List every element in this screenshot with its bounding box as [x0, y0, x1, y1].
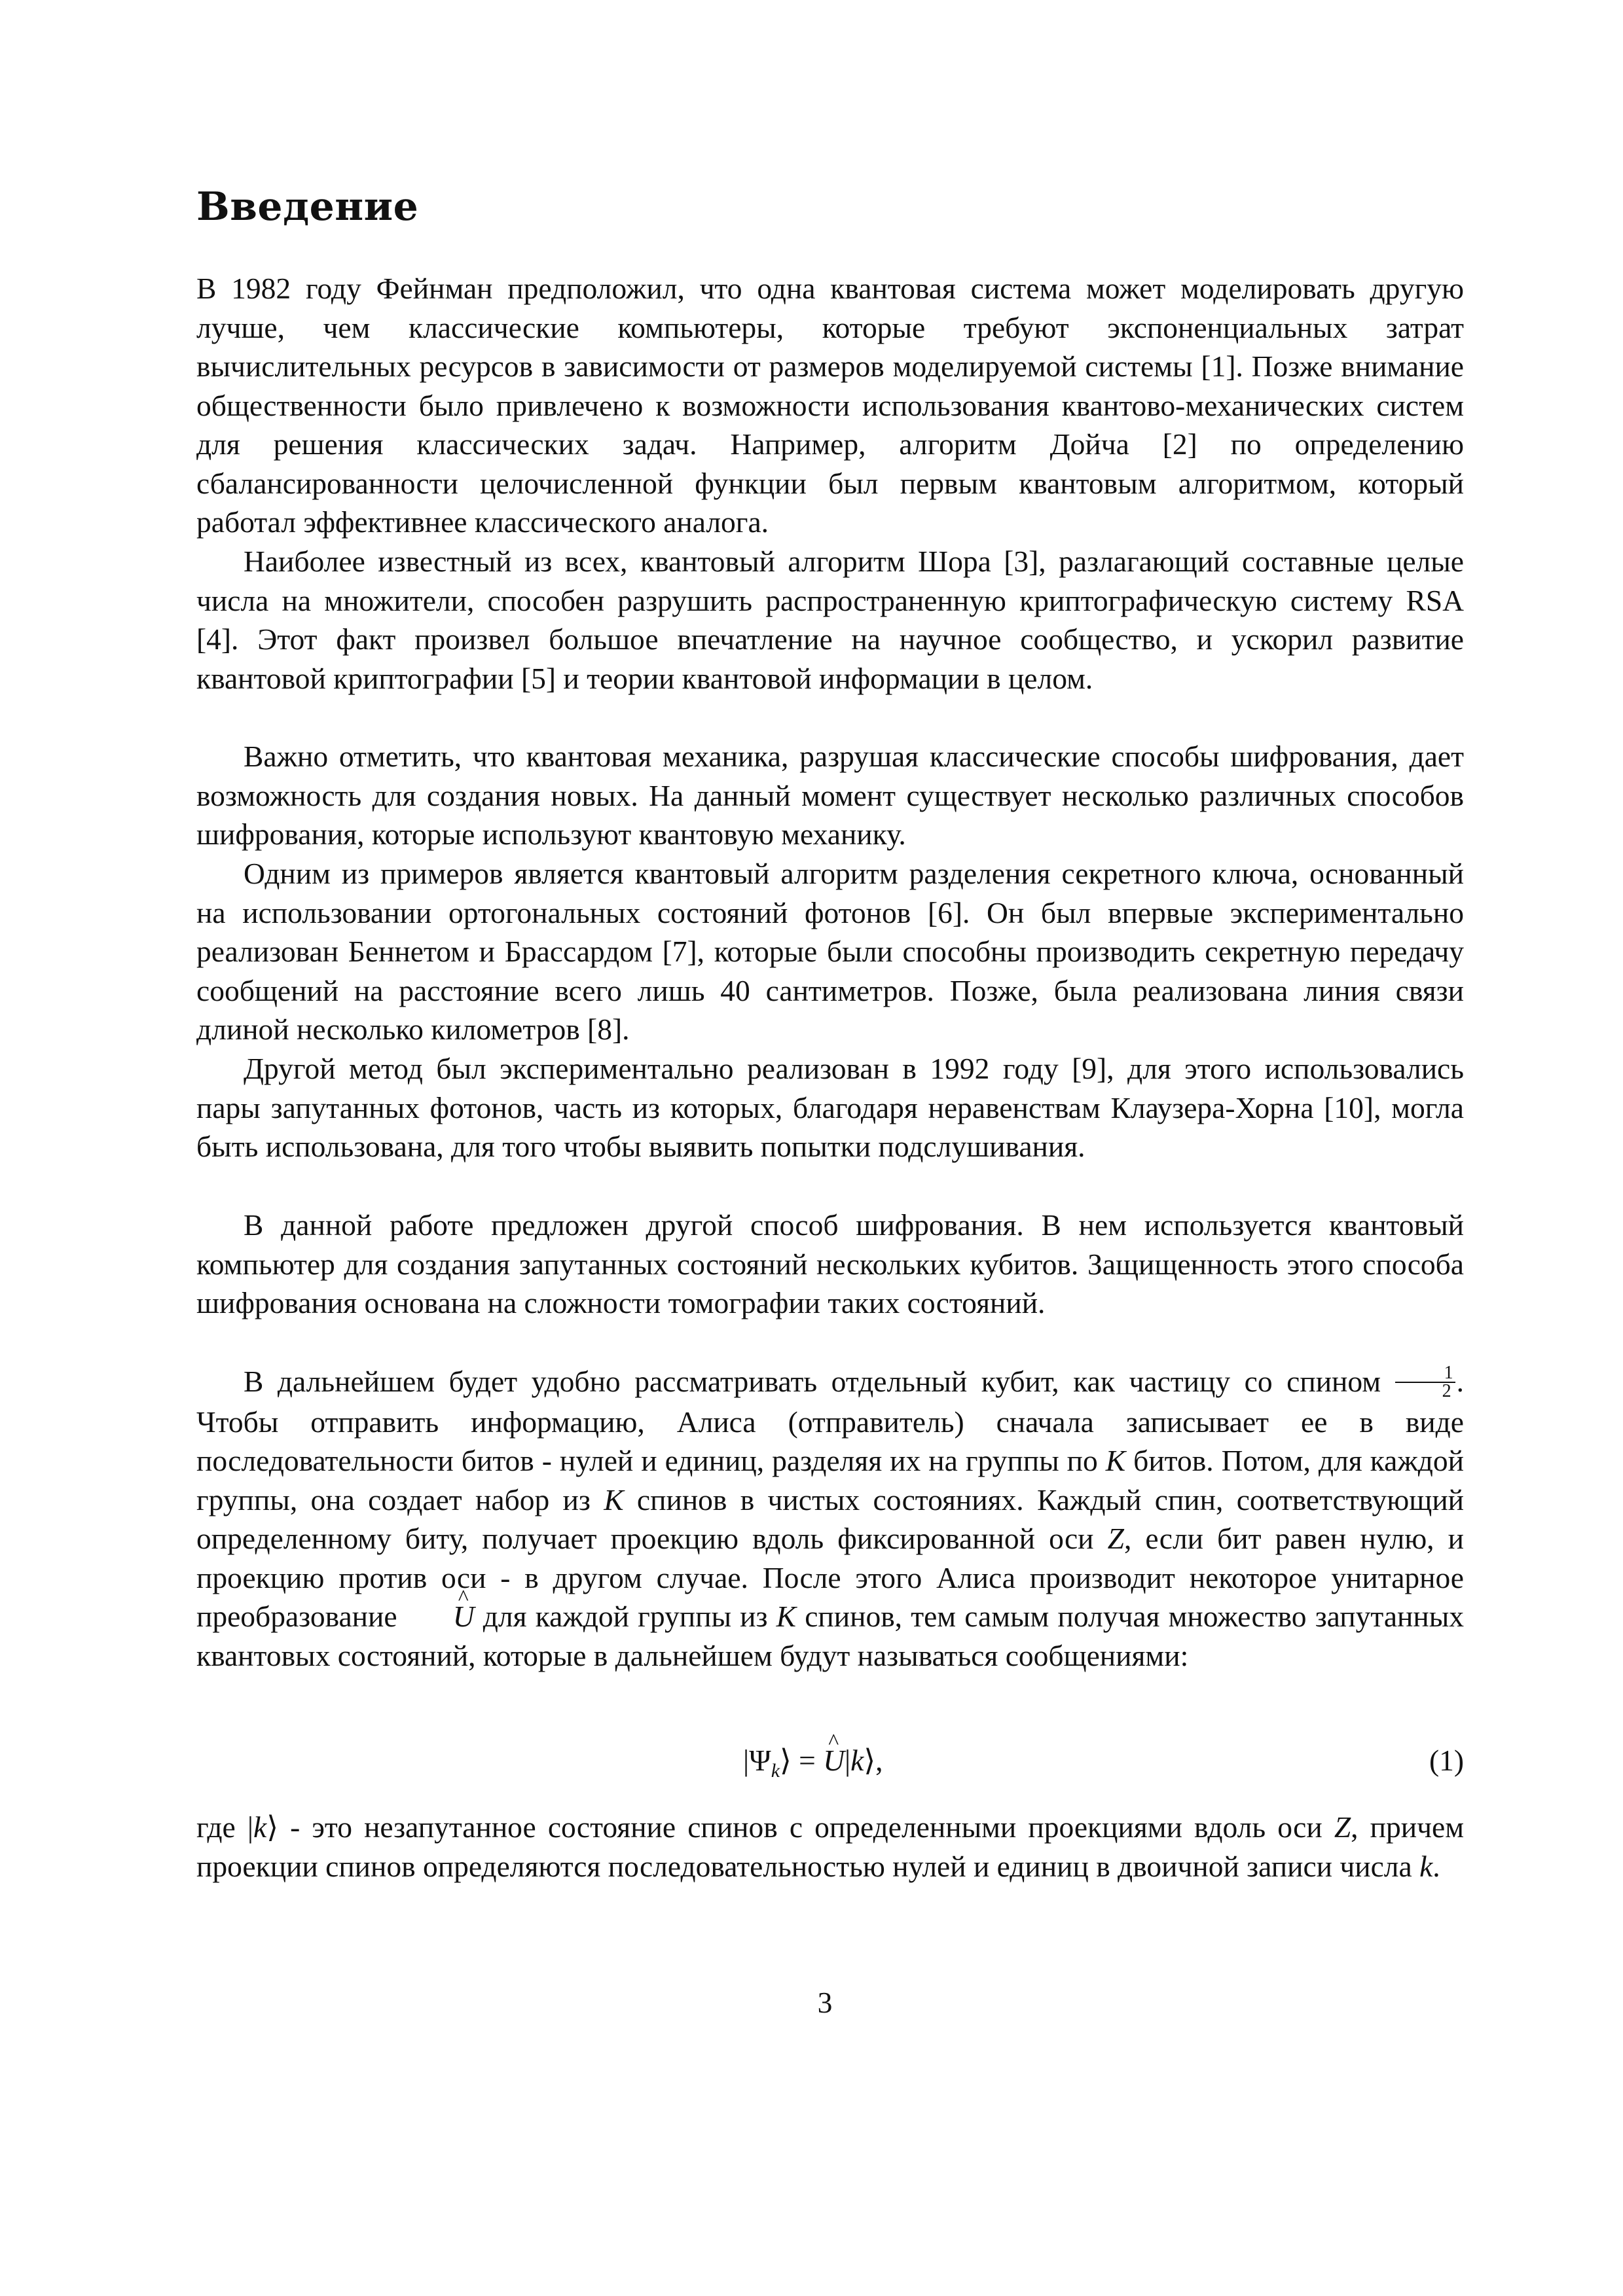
math-operator-u-hat: ^ U: [406, 1597, 475, 1636]
text-segment: , причем проекции спинов определяются последовательностью нулей и единиц в двоичной записи числа: [196, 1810, 1464, 1883]
eq-lhs-close: ⟩ =: [780, 1744, 824, 1777]
paragraph-bennett-brassard: Одним из примеров является квантовый алгоритм разделения секретного ключа, основанный на использовании ортогональных состояний фотонов [6]. Он был впервые экспериментально реализован Беннетом и Брассардом [7], которые были способны производить секретную передачу сообщений на расстояние всего лишь 40 сантиметров. Позже, была реализована линия связи длиной несколько километров [8].: [196, 857, 1464, 1046]
eq-rhs-close: ⟩,: [864, 1744, 883, 1777]
equation-number: (1): [1429, 1744, 1464, 1777]
text-segment: спинов в чистых состояниях. Каждый спин, соответствующий определенному биту, получает проекцию вдоль фиксированной оси: [196, 1482, 1465, 1556]
text-segment: для каждой группы из: [483, 1600, 768, 1634]
text-segment: спинов, тем самым получая множество запутанных квантовых состояний, которые в дальнейшем будут называться сообщениями:: [196, 1600, 1465, 1672]
equation-1: [196, 1741, 1464, 1780]
paragraph-spin-encoding: [196, 1362, 1464, 1675]
math-variable: Z: [1107, 1522, 1124, 1556]
math-variable: K: [776, 1600, 797, 1634]
math-variable: K: [1105, 1444, 1126, 1478]
paragraph-quantum-encryption: Важно отметить, что квантовая механика, разрушая классические способы шифрования, дает возможность для создания новых. На данный момент существует несколько различных способов шифрования, которые используют квантовую механику.: [196, 740, 1464, 851]
math-variable: k: [1419, 1849, 1433, 1883]
fraction-one-half: [1395, 1362, 1455, 1401]
paragraph-proposed-method: В данной работе предложен другой способ шифрования. В нем используется квантовый компьютер для создания запутанных состояний нескольких кубитов. Защищенность этого способа шифрования основана на сложности томографии таких состояний.: [196, 1208, 1464, 1319]
text-segment: , если бит равен нулю, и проекцию против оси - в другом случае. После этого Алиса производит некоторое унитарное преобразование: [196, 1522, 1465, 1634]
math-variable: K: [604, 1482, 624, 1516]
page-number: 3: [817, 1986, 833, 2019]
eq-lhs-open: |Ψ: [743, 1744, 771, 1777]
math-variable: Z: [1334, 1810, 1351, 1844]
eq-rhs-variable: k: [850, 1744, 864, 1777]
text-segment: В дальнейшем будет удобно рассматривать отдельный кубит, как частицу со спином: [244, 1365, 1381, 1398]
paragraph-shor-algorithm: Наиболее известный из всех, квантовый алгоритм Шора [3], разлагающий составные целые числа на множители, способен разрушить распространенную криптографическую систему RSA [4]. Этот факт произвел большое впечатление на научное сообщество, и ускорил развитие квантовой криптографии [5] и теории квантовой информации в целом.: [196, 545, 1464, 695]
eq-rhs-open: |: [845, 1744, 851, 1777]
text-segment: ⟩ - это незапутанное состояние спинов с определенными проекциями вдоль оси: [266, 1810, 1322, 1844]
text-segment: . Чтобы отправить информацию, Алиса (отправитель) сначала записывает ее в виде последовательности битов - нулей и единиц, разделяя их на группы по: [196, 1365, 1465, 1478]
math-variable: k: [253, 1810, 267, 1844]
text-segment: битов. Потом, для каждой группы, она создает набор из: [196, 1444, 1465, 1516]
fraction-numerator: 1: [1395, 1365, 1455, 1383]
equation-expression: [743, 1741, 883, 1791]
paragraph-entangled-photons: Другой метод был экспериментально реализован в 1992 году [9], для этого использовались пары запутанных фотонов, часть из которых, благодаря неравенствам Клаузера-Хорна [10], могла быть использована, для того чтобы выявить попытки подслушивания.: [196, 1052, 1464, 1163]
text-segment: .: [1432, 1849, 1440, 1883]
section-title: Введение: [196, 184, 419, 230]
eq-operator-u-hat: ^ U: [823, 1741, 845, 1780]
text-segment: где |: [196, 1810, 253, 1844]
paragraph-equation-explanation: [196, 1808, 1464, 1886]
fraction-denominator: 2: [1442, 1380, 1451, 1401]
eq-lhs-subscript: k: [771, 1760, 780, 1782]
paragraph-intro-feynman: В 1982 году Фейнман предположил, что одна квантовая система может моделировать другую лучше, чем классические компьютеры, которые требуют экспоненциальных затрат вычислительных ресурсов в зависимости от размеров моделируемой системы [1]. Позже внимание общественности было привлечено к возможности использования квантово-механических систем для решения классических задач. Например, алгоритм Дойча [2] по определению сбалансированности целочисленной функции был первым квантовым алгоритмом, который работал эффективнее классического аналога.: [196, 272, 1464, 539]
